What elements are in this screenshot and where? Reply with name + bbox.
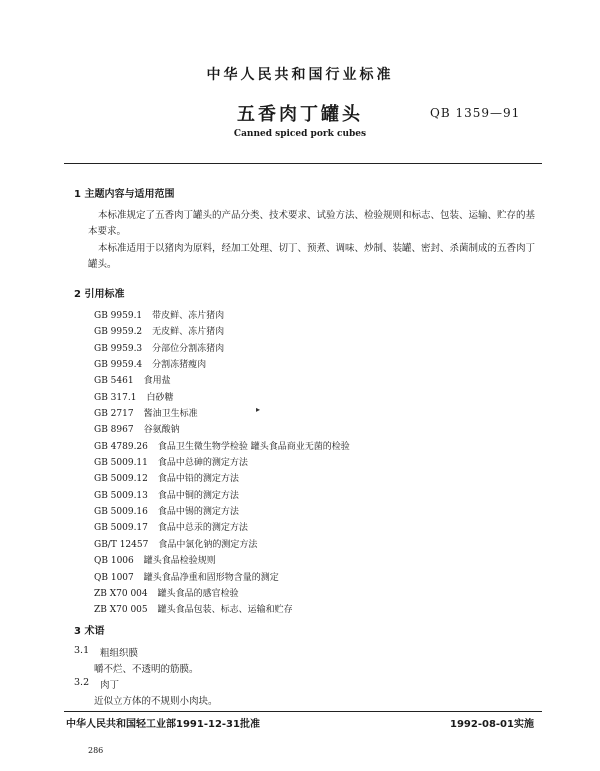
- reference-title: 无皮鲜、冻片猪肉: [152, 327, 225, 338]
- reference-title: 食品中锡的测定方法: [157, 507, 239, 518]
- section-1-paragraph-1: 本标准规定了五香肉丁罐头的产品分类、技术要求、试验方法、检验规则和标志、包装、运输、贮存的基本要求。: [88, 210, 536, 237]
- reference-title: 罐头食品检验规则: [143, 556, 216, 567]
- reference-title: 分部位分割冻猪肉: [152, 343, 225, 354]
- section-2-heading: 2 引用标准: [74, 289, 125, 300]
- term-name: 粗组织膜: [100, 648, 139, 659]
- term-definition: 近似立方体的不规则小肉块。: [94, 696, 218, 707]
- section-1-paragraph-2: 本标准适用于以猪肉为原料，经加工处理、切丁、预煮、调味、炒制、装罐、密封、杀菌制成的五香肉丁罐头。: [88, 243, 536, 270]
- reference-list: [94, 308, 350, 619]
- reference-code: ZB X70 005: [94, 605, 148, 616]
- reference-title: 食品中总汞的测定方法: [157, 523, 248, 534]
- standard-code: QB 1359—91: [430, 106, 521, 120]
- term-definition: 嚼不烂、不透明的筋膜。: [94, 664, 199, 675]
- reference-title: 食品中铜的测定方法: [157, 490, 239, 501]
- section-1-heading: 1 主题内容与适用范围: [74, 189, 175, 200]
- reference-code: GB 9959.2: [94, 327, 143, 338]
- reference-title: 白砂糖: [146, 392, 174, 403]
- list-item: [94, 602, 350, 618]
- reference-title: 罐头食品的感官检验: [157, 588, 239, 599]
- reference-title: 谷氨酸钠: [143, 425, 180, 436]
- footer-divider: [64, 711, 542, 712]
- reference-code: QB 1007: [94, 572, 134, 583]
- header-divider: [64, 163, 542, 164]
- term-number: 3.2: [74, 677, 90, 688]
- list-item: [94, 455, 350, 471]
- reference-title: 食品中氯化钠的测定方法: [158, 539, 258, 550]
- page-number: 286: [88, 746, 104, 755]
- term-number: 3.1: [74, 645, 90, 656]
- reference-code: GB 5009.13: [94, 490, 148, 501]
- reference-code: GB 9959.3: [94, 343, 143, 354]
- list-item: [94, 537, 350, 553]
- reference-title: 食品卫生微生物学检验 罐头食品商业无菌的检验: [157, 441, 350, 452]
- reference-title: 食品中总砷的测定方法: [157, 458, 248, 469]
- document-title: 五香肉丁罐头: [237, 104, 363, 125]
- reference-title: 分割冻猪瘦肉: [152, 360, 207, 371]
- list-item: [94, 373, 350, 389]
- list-item: [94, 439, 350, 455]
- list-item: [94, 406, 350, 422]
- list-item: [94, 586, 350, 602]
- reference-code: GB 5009.12: [94, 474, 148, 485]
- list-item: [94, 488, 350, 504]
- reference-code: GB 5009.11: [94, 458, 148, 469]
- reference-code: GB 5009.16: [94, 507, 148, 518]
- reference-title: 食品中铅的测定方法: [157, 474, 239, 485]
- reference-title: 酱油卫生标准: [143, 409, 198, 420]
- reference-title: 罐头食品净重和固形物含量的测定: [143, 572, 279, 583]
- standard-body-heading: 中华人民共和国行业标准: [206, 67, 394, 83]
- list-item: [94, 570, 350, 586]
- reference-code: ZB X70 004: [94, 588, 148, 599]
- issued-by-date: 中华人民共和国轻工业部1991-12-31批准: [66, 719, 260, 730]
- implementation-date: 1992-08-01实施: [450, 719, 534, 730]
- reference-code: GB 5461: [94, 376, 134, 387]
- term-name: 肉丁: [100, 680, 120, 691]
- english-title: Canned spiced pork cubes: [233, 129, 367, 139]
- reference-code: GB/T 12457: [94, 539, 149, 550]
- reference-code: QB 1006: [94, 556, 134, 567]
- reference-code: GB 9959.1: [94, 311, 143, 321]
- list-item: [94, 357, 350, 373]
- reference-title: 罐头食品包装、标志、运输和贮存: [157, 605, 293, 616]
- section-3-heading: 3 术语: [74, 626, 105, 637]
- reference-code: GB 9959.4: [94, 360, 143, 371]
- list-item: [94, 471, 350, 487]
- scan-mark-glyph: ▸: [256, 405, 261, 414]
- reference-title: 食用盐: [143, 376, 171, 387]
- list-item: [94, 553, 350, 569]
- list-item: [94, 308, 350, 324]
- reference-code: GB 5009.17: [94, 523, 148, 534]
- list-item: [94, 520, 350, 536]
- list-item: [94, 341, 350, 357]
- reference-code: GB 317.1: [94, 392, 137, 403]
- list-item: [94, 504, 350, 520]
- list-item: [94, 422, 350, 438]
- list-item: [94, 324, 350, 340]
- list-item: [94, 390, 350, 406]
- reference-code: GB 2717: [94, 409, 134, 420]
- reference-code: GB 4789.26: [94, 441, 148, 452]
- reference-code: GB 8967: [94, 425, 134, 436]
- reference-title: 带皮鲜、冻片猪肉: [152, 311, 225, 321]
